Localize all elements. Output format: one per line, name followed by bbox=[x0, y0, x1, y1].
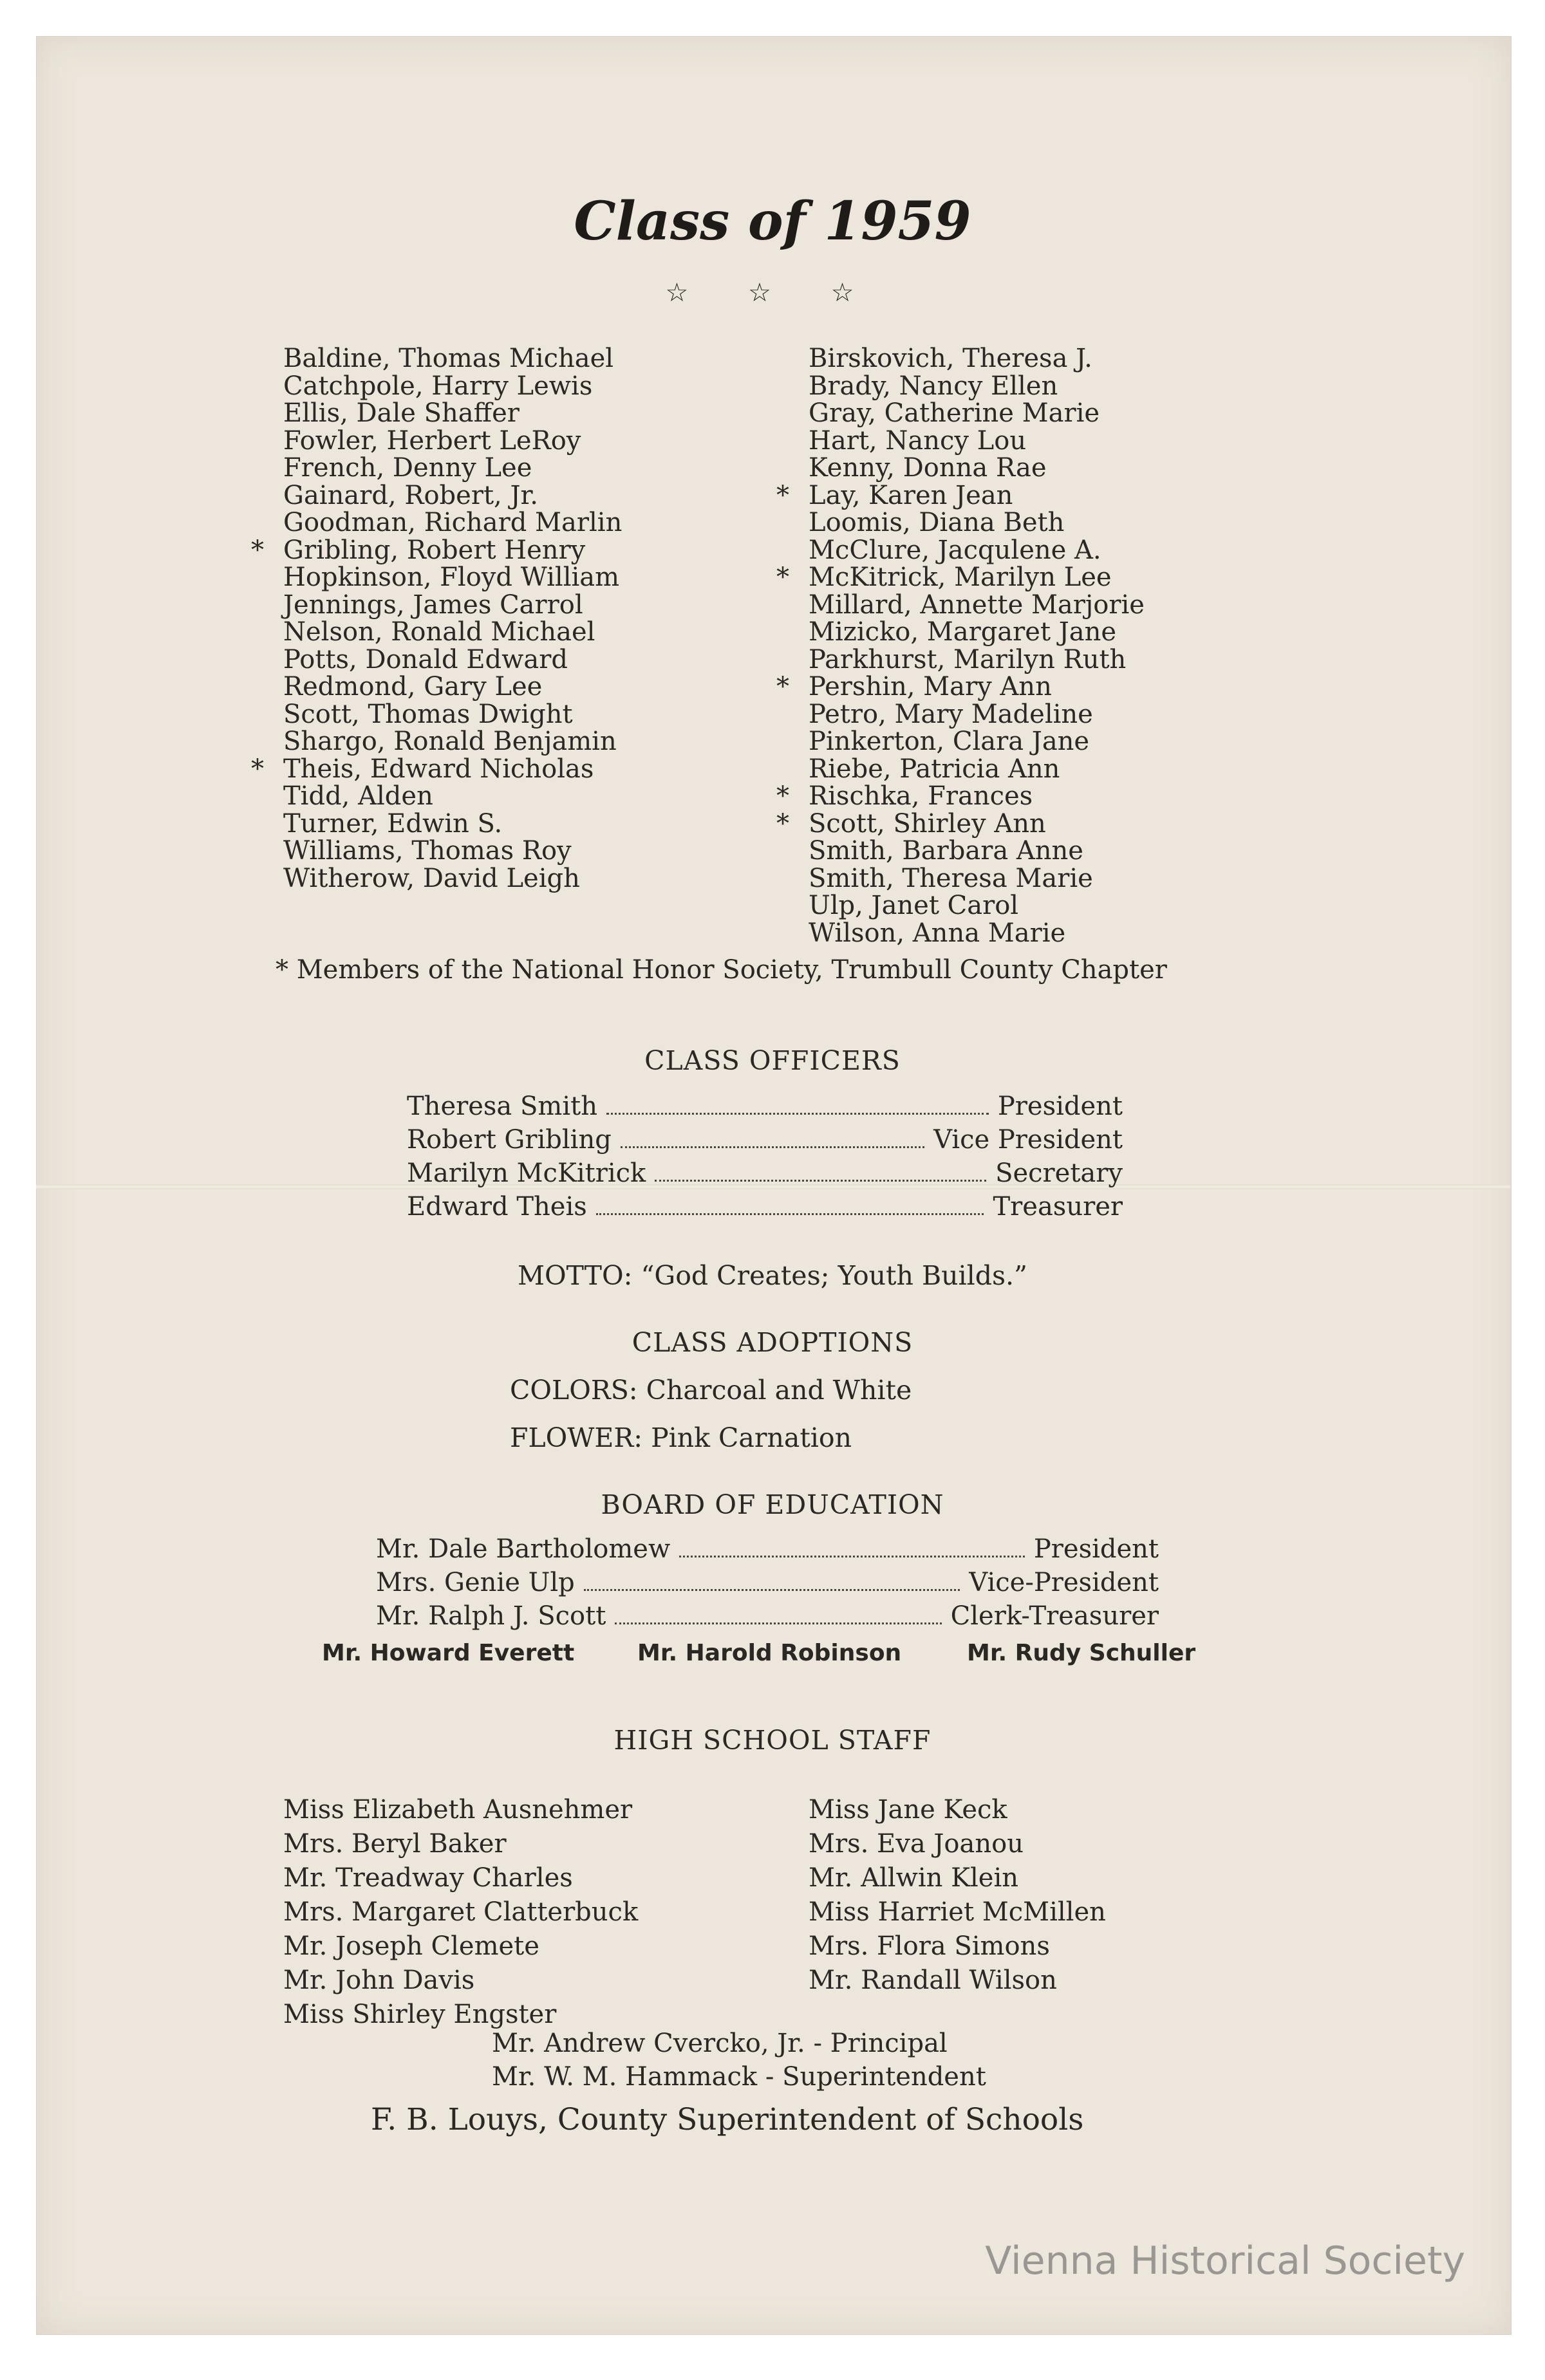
graduate-name-text: McClure, Jacqulene A. bbox=[809, 535, 1101, 565]
graduate-name bbox=[776, 672, 1145, 702]
graduate-name-text: Kenny, Donna Rae bbox=[809, 453, 1047, 483]
graduate-name bbox=[283, 427, 622, 455]
graduate-name-text: Pinkerton, Clara Jane bbox=[809, 727, 1090, 756]
graduate-name-text: Smith, Barbara Anne bbox=[809, 836, 1083, 866]
officer-role: Treasurer bbox=[993, 1192, 1123, 1222]
officer-name: Edward Theis bbox=[407, 1192, 587, 1222]
graduate-name-text: Williams, Thomas Roy bbox=[283, 836, 572, 866]
staff-member: Mrs. Beryl Baker bbox=[283, 1829, 507, 1859]
graduate-name bbox=[776, 562, 1145, 592]
graduate-name bbox=[776, 781, 1145, 811]
high-school-staff-heading: HIGH SCHOOL STAFF bbox=[613, 1725, 932, 1756]
staff-member: Mr. Joseph Clemete bbox=[283, 1931, 539, 1961]
graduate-name bbox=[283, 673, 622, 701]
graduate-name bbox=[809, 920, 1145, 947]
graduate-name bbox=[809, 537, 1145, 564]
staff-member: Mrs. Eva Joanou bbox=[809, 1829, 1024, 1859]
star-ornament: ☆ ☆ ☆ bbox=[665, 278, 880, 308]
graduate-name-text: Gray, Catherine Marie bbox=[809, 398, 1100, 428]
dot-leader bbox=[655, 1180, 986, 1182]
graduate-name bbox=[283, 373, 622, 400]
graduate-name-text: McKitrick, Marilyn Lee bbox=[809, 562, 1112, 592]
graduate-name bbox=[283, 837, 622, 865]
officer-row bbox=[407, 1125, 1123, 1155]
graduate-name bbox=[809, 865, 1145, 893]
graduate-name bbox=[283, 618, 622, 646]
principal-line: Mr. Andrew Cvercko, Jr. - Principal bbox=[492, 2029, 948, 2058]
dot-leader bbox=[621, 1146, 924, 1148]
staff-list-left bbox=[283, 1793, 638, 2032]
officer-role: President bbox=[997, 1092, 1123, 1121]
staff-member: Miss Jane Keck bbox=[809, 1795, 1007, 1825]
graduate-name bbox=[283, 701, 622, 729]
watermark: Vienna Historical Society bbox=[985, 2238, 1465, 2283]
staff-member: Mr. Treadway Charles bbox=[283, 1863, 573, 1893]
board-member: Mr. Harold Robinson bbox=[637, 1640, 902, 1666]
graduate-name-text: Gribling, Robert Henry bbox=[283, 535, 586, 565]
graduate-name-text: Potts, Donald Edward bbox=[283, 644, 568, 674]
graduate-name bbox=[809, 454, 1145, 482]
graduate-name bbox=[809, 701, 1145, 729]
graduate-name bbox=[283, 400, 622, 427]
officer-row bbox=[407, 1092, 1123, 1121]
graduate-name-text: Fowler, Herbert LeRoy bbox=[283, 425, 581, 456]
graduate-name-text: Scott, Thomas Dwight bbox=[283, 699, 573, 729]
honor-society-asterisk: * bbox=[251, 535, 264, 565]
graduate-name bbox=[283, 783, 622, 810]
officer-row bbox=[376, 1534, 1159, 1564]
officer-row bbox=[407, 1158, 1123, 1188]
dot-leader bbox=[596, 1213, 984, 1215]
graduate-name bbox=[283, 865, 622, 893]
graduate-name bbox=[283, 564, 622, 591]
graduate-name-text: Brady, Nancy Ellen bbox=[809, 371, 1058, 401]
officer-name: Mr. Ralph J. Scott bbox=[376, 1601, 606, 1631]
graduate-name bbox=[809, 756, 1145, 783]
officer-row bbox=[376, 1601, 1159, 1631]
county-superintendent-line: F. B. Louys, County Superintendent of Schools bbox=[371, 2102, 1084, 2137]
officer-role: President bbox=[1033, 1534, 1159, 1564]
graduate-name-text: Millard, Annette Marjorie bbox=[809, 590, 1145, 620]
graduates-girls-list bbox=[776, 344, 1145, 948]
graduate-name bbox=[809, 837, 1145, 865]
graduate-name-text: Wilson, Anna Marie bbox=[809, 918, 1066, 948]
dot-leader bbox=[679, 1556, 1025, 1557]
class-motto: MOTTO: “God Creates; Youth Builds.” bbox=[517, 1260, 1028, 1291]
graduate-name-text: Riebe, Patricia Ann bbox=[809, 754, 1060, 784]
honor-society-asterisk: * bbox=[776, 808, 789, 839]
graduate-name-text: Hart, Nancy Lou bbox=[809, 425, 1027, 456]
officer-role: Vice-President bbox=[969, 1568, 1159, 1597]
superintendent-line: Mr. W. M. Hammack - Superintendent bbox=[492, 2062, 986, 2092]
graduates-boys-list bbox=[251, 344, 623, 893]
officer-row bbox=[407, 1192, 1123, 1222]
graduate-name-text: Tidd, Alden bbox=[283, 781, 433, 811]
graduate-name bbox=[283, 454, 622, 482]
officer-name: Marilyn McKitrick bbox=[407, 1158, 646, 1188]
graduate-name-text: Gainard, Robert, Jr. bbox=[283, 480, 538, 510]
graduate-name-text: Theis, Edward Nicholas bbox=[283, 754, 594, 784]
staff-member: Mr. John Davis bbox=[283, 1966, 475, 1995]
graduate-name bbox=[283, 646, 622, 674]
dot-leader bbox=[606, 1113, 989, 1115]
officer-name: Theresa Smith bbox=[407, 1092, 597, 1121]
graduate-name bbox=[283, 591, 622, 619]
graduate-name bbox=[809, 892, 1145, 920]
graduate-name-text: Scott, Shirley Ann bbox=[809, 808, 1046, 839]
staff-member: Mrs. Flora Simons bbox=[809, 1931, 1050, 1961]
officer-name: Mrs. Genie Ulp bbox=[376, 1568, 575, 1597]
graduate-name-text: Rischka, Frances bbox=[809, 781, 1033, 811]
graduate-name-text: Mizicko, Margaret Jane bbox=[809, 617, 1117, 647]
officer-role: Secretary bbox=[995, 1158, 1123, 1188]
graduate-name bbox=[283, 810, 622, 838]
graduate-name-text: Nelson, Ronald Michael bbox=[283, 617, 595, 647]
graduate-name bbox=[283, 345, 622, 373]
graduate-name bbox=[809, 400, 1145, 427]
officer-role: Vice President bbox=[933, 1125, 1123, 1155]
graduate-name-text: Loomis, Diana Beth bbox=[809, 508, 1065, 537]
graduate-name-text: Witherow, David Leigh bbox=[283, 863, 580, 893]
graduate-name-text: Baldine, Thomas Michael bbox=[283, 344, 614, 373]
class-flower: FLOWER: Pink Carnation bbox=[510, 1422, 852, 1453]
staff-member: Mrs. Margaret Clatterbuck bbox=[283, 1897, 639, 1927]
graduate-name-text: French, Denny Lee bbox=[283, 453, 532, 483]
honor-society-note: * Members of the National Honor Society, Trumbull County Chapter bbox=[276, 955, 1167, 985]
graduate-name bbox=[283, 509, 622, 537]
honor-society-asterisk: * bbox=[776, 480, 789, 510]
graduate-name bbox=[809, 345, 1145, 373]
graduate-name-text: Shargo, Ronald Benjamin bbox=[283, 727, 617, 756]
graduate-name bbox=[809, 427, 1145, 455]
officer-row bbox=[376, 1568, 1159, 1597]
graduate-name bbox=[809, 618, 1145, 646]
graduate-name bbox=[776, 480, 1145, 510]
graduate-name bbox=[809, 728, 1145, 756]
graduate-name-text: Goodman, Richard Marlin bbox=[283, 508, 623, 537]
dot-leader bbox=[584, 1589, 960, 1591]
class-colors: COLORS: Charcoal and White bbox=[510, 1375, 912, 1406]
graduate-name-text: Pershin, Mary Ann bbox=[809, 672, 1052, 702]
graduate-name-text: Catchpole, Harry Lewis bbox=[283, 371, 593, 401]
graduate-name-text: Redmond, Gary Lee bbox=[283, 672, 543, 702]
graduate-name-text: Smith, Theresa Marie bbox=[809, 863, 1093, 893]
graduate-name-text: Parkhurst, Marilyn Ruth bbox=[809, 644, 1127, 674]
officer-name: Mr. Dale Bartholomew bbox=[376, 1534, 671, 1564]
class-adoptions-heading: CLASS ADOPTIONS bbox=[632, 1327, 913, 1358]
officer-name: Robert Gribling bbox=[407, 1125, 612, 1155]
graduate-name bbox=[776, 808, 1145, 839]
staff-list-right bbox=[809, 1793, 1106, 1998]
board-member: Mr. Rudy Schuller bbox=[967, 1640, 1196, 1666]
staff-member: Miss Harriet McMillen bbox=[809, 1897, 1106, 1927]
graduate-name-text: Turner, Edwin S. bbox=[283, 808, 503, 839]
honor-society-asterisk: * bbox=[776, 672, 789, 702]
page-title: Class of 1959 bbox=[574, 191, 971, 252]
honor-society-asterisk: * bbox=[776, 562, 789, 592]
class-officers-heading: CLASS OFFICERS bbox=[644, 1045, 901, 1076]
graduate-name bbox=[283, 482, 622, 510]
graduate-name-text: Petro, Mary Madeline bbox=[809, 699, 1093, 729]
honor-society-asterisk: * bbox=[251, 754, 264, 784]
graduate-name bbox=[283, 728, 622, 756]
board-of-education-heading: BOARD OF EDUCATION bbox=[601, 1489, 944, 1520]
graduate-name-text: Ulp, Janet Carol bbox=[809, 891, 1019, 920]
staff-member: Mr. Allwin Klein bbox=[809, 1863, 1018, 1893]
graduate-name bbox=[809, 509, 1145, 537]
graduate-name bbox=[809, 646, 1145, 674]
board-member: Mr. Howard Everett bbox=[322, 1640, 575, 1666]
honor-society-asterisk: * bbox=[776, 781, 789, 811]
staff-member: Miss Shirley Engster bbox=[283, 2000, 557, 2029]
graduate-name bbox=[251, 754, 622, 784]
graduate-name-text: Birskovich, Theresa J. bbox=[809, 344, 1092, 373]
dot-leader bbox=[615, 1622, 941, 1624]
officer-role: Clerk-Treasurer bbox=[950, 1601, 1159, 1631]
graduate-name-text: Jennings, James Carrol bbox=[283, 590, 583, 620]
graduate-name-text: Lay, Karen Jean bbox=[809, 480, 1013, 510]
graduate-name-text: Ellis, Dale Shaffer bbox=[283, 398, 520, 428]
graduate-name bbox=[809, 591, 1145, 619]
graduate-name-text: Hopkinson, Floyd William bbox=[283, 562, 620, 592]
graduate-name bbox=[251, 535, 622, 565]
staff-member: Mr. Randall Wilson bbox=[809, 1966, 1057, 1995]
graduate-name bbox=[809, 373, 1145, 400]
staff-member: Miss Elizabeth Ausnehmer bbox=[283, 1795, 633, 1825]
